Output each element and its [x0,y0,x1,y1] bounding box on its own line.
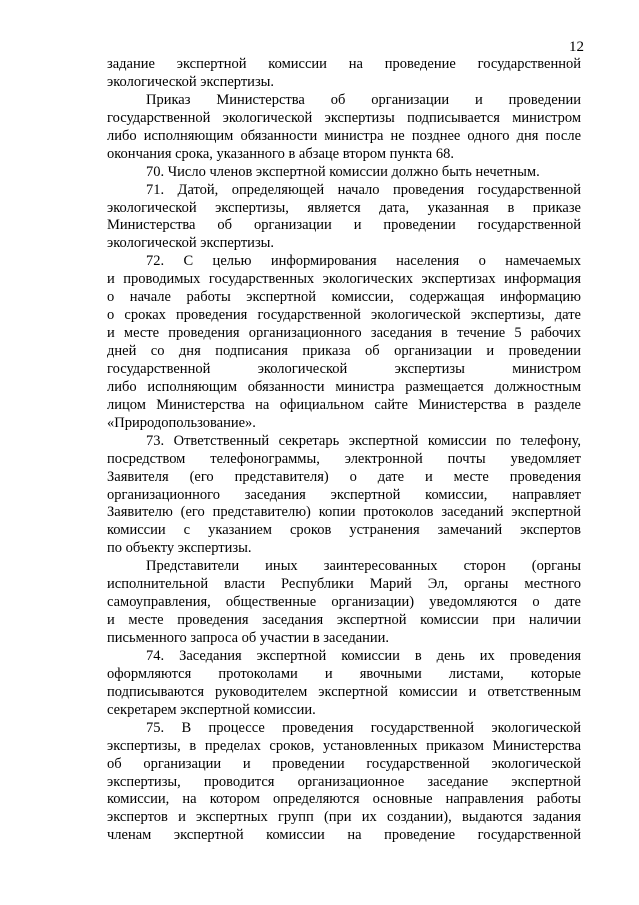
text-line: комиссии, на котором определяются основные направления работы [107,791,581,808]
text-line: секретарем экспертной комиссии. [107,701,316,718]
text-line: комиссии с указанием сроков устранения замечаний экспертов [107,522,581,539]
text-line: экологической экспертизы. [107,73,275,90]
text-line: 71. Датой, определяющей начало проведения государственной [146,181,581,198]
paragraph-p72 [107,253,581,432]
text-line: об организации и проведении государственной экологической [107,755,581,772]
text-line: экспертизы, проводится организационное заседание экспертной [107,773,581,790]
paragraph-p71 [107,182,581,254]
text-line: 73. Ответственный секретарь экспертной комиссии по телефону, [146,432,581,449]
text-line: Заявителя (его представителя) о дате и месте проведения [107,468,581,485]
text-line: Приказ Министерства об организации и проведении [146,91,581,108]
text-line: «Природопользование». [107,414,256,431]
text-line: подписываются руководителем экспертной комиссии и ответственным [107,683,581,700]
text-line: и проводимых государственных экологических экспертизах информация [107,271,581,288]
text-line: организационного заседания экспертной комиссии, направляет [107,486,581,503]
text-line: 74. Заседания экспертной комиссии в день их проведения [146,647,581,664]
text-line: самоуправления, общественные организации) уведомляются о дате [107,594,581,611]
text-line: и месте проведения заседания экспертной комиссии при наличии [107,612,581,629]
text-line: лицом Министерства на официальном сайте Министерства в разделе [107,396,581,413]
text-line: 75. В процессе проведения государственной экологической [146,719,581,736]
paragraph-p70 [107,164,581,182]
text-line: исполнительной власти Республики Марий Эл, органы местного [107,576,581,593]
text-line: либо исполняющим обязанности министра размещается должностным [107,378,581,395]
text-line: экологической экспертизы. [107,235,275,252]
text-line: экологической экспертизы, является дата, указанная в приказе [107,199,581,216]
text-line: и месте проведения организационного заседания в течение 5 рабочих [107,325,581,342]
text-line: государственной экологической экспертизы министром [107,360,581,377]
text-line: государственной экологической экспертизы подписывается министром [107,109,581,126]
page-number: 12 [569,39,584,55]
text-line: 72. С целью информирования населения о намечаемых [146,253,581,270]
text-line: по объекту экспертизы. [107,540,252,557]
paragraph-cont-69 [107,56,581,92]
text-line: дней со дня подписания приказа об организации и проведении [107,343,581,359]
paragraph-p75 [107,720,581,846]
text-line: посредством телефонограммы, электронной почты уведомляет [107,450,581,467]
text-line: о сроках проведения государственной экологической экспертизы, дате [107,307,581,324]
document-body [107,56,581,845]
text-line: задание экспертной комиссии на проведение государственной [107,56,581,72]
text-line: экспертизы, в пределах сроков, установленных приказом Министерства [107,737,581,754]
text-line: Представители иных заинтересованных сторон (органы [146,558,581,575]
text-line: либо исполняющим обязанности министра не позднее одного дня после [107,127,581,144]
text-line: оформляются протоколами и явочными листами, которые [107,665,581,682]
text-line: 70. Число членов экспертной комиссии должно быть нечетным. [146,163,540,180]
paragraph-p73 [107,433,581,559]
text-line: Заявителю (его представителю) копии протоколов заседаний экспертной [107,504,581,521]
paragraph-p69-2 [107,92,581,164]
text-line: окончания срока, указанного в абзаце втором пункта 68. [107,145,454,162]
text-line: членам экспертной комиссии на проведение государственной [107,827,581,844]
text-line: Министерства об организации и проведении государственной [107,217,581,234]
text-line: письменного запроса об участии в заседании. [107,630,390,646]
text-line: о начале работы экспертной комиссии, содержащая информацию [107,289,581,306]
text-line: экспертов и экспертных групп (при их создании), выдаются задания [107,809,581,826]
paragraph-p73-2 [107,558,581,648]
paragraph-p74 [107,648,581,720]
